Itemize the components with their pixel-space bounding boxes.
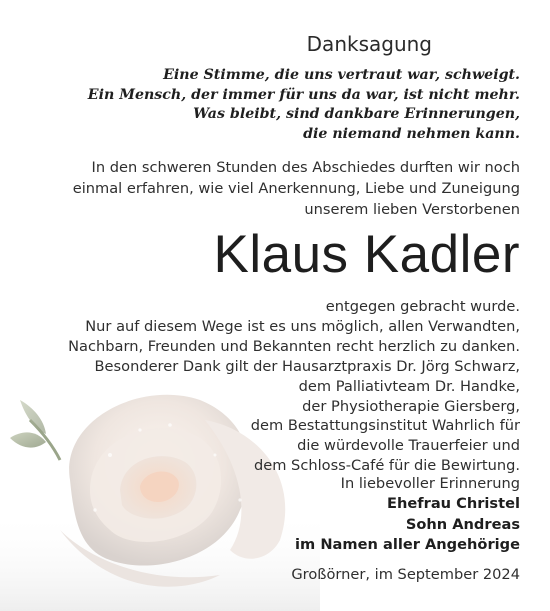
thanks-line: dem Schloss-Café für die Bewirtung. xyxy=(253,457,520,475)
intro-line: In den schweren Stunden des Abschiedes durften wir noch xyxy=(91,159,520,176)
family-member: im Namen aller Angehörige xyxy=(295,536,520,554)
poem-line: die niemand nehmen kann. xyxy=(303,125,520,142)
family-signature xyxy=(295,474,520,556)
thanks-line: entgegen gebracht wurde. xyxy=(325,298,520,315)
page-title: Danksagung xyxy=(306,32,432,56)
thanks-text xyxy=(68,297,520,476)
thanks-line: Nur auf diesem Wege ist es uns möglich, allen Verwandten, xyxy=(85,317,520,335)
intro-line: einmal erfahren, wie viel Anerkennung, Liebe und Zuneigung xyxy=(72,179,520,197)
thanks-line: der Physiotherapie Giersberg, xyxy=(302,397,520,415)
deceased-name: Klaus Kadler xyxy=(213,225,520,284)
remembrance-line: In liebevoller Erinnerung xyxy=(340,475,520,492)
poem xyxy=(88,66,520,144)
poem-line: Ein Mensch, der immer für uns da war, ist nicht mehr. xyxy=(87,86,520,103)
thanks-line: dem Bestattungsinstitut Wahrlich für xyxy=(250,417,520,435)
family-member: Sohn Andreas xyxy=(405,515,520,533)
thanks-line: die würdevolle Trauerfeier und xyxy=(297,437,520,455)
intro-text xyxy=(73,158,520,220)
thanks-line: Besonderer Dank gilt der Hausarztpraxis Dr. Jörg Schwarz, xyxy=(94,357,520,375)
thanks-line: dem Palliativteam Dr. Handke, xyxy=(298,377,520,395)
place-date: Großörner, im September 2024 xyxy=(291,566,520,583)
poem-line: Was bleibt, sind dankbare Erinnerungen, xyxy=(193,106,520,123)
poem-line: Eine Stimme, die uns vertraut war, schweigt. xyxy=(163,67,520,83)
family-member: Ehefrau Christel xyxy=(387,495,520,513)
thanks-line: Nachbarn, Freunden und Bekannten recht herzlich zu danken. xyxy=(68,337,520,355)
intro-line: unserem lieben Verstorbenen xyxy=(304,200,520,218)
